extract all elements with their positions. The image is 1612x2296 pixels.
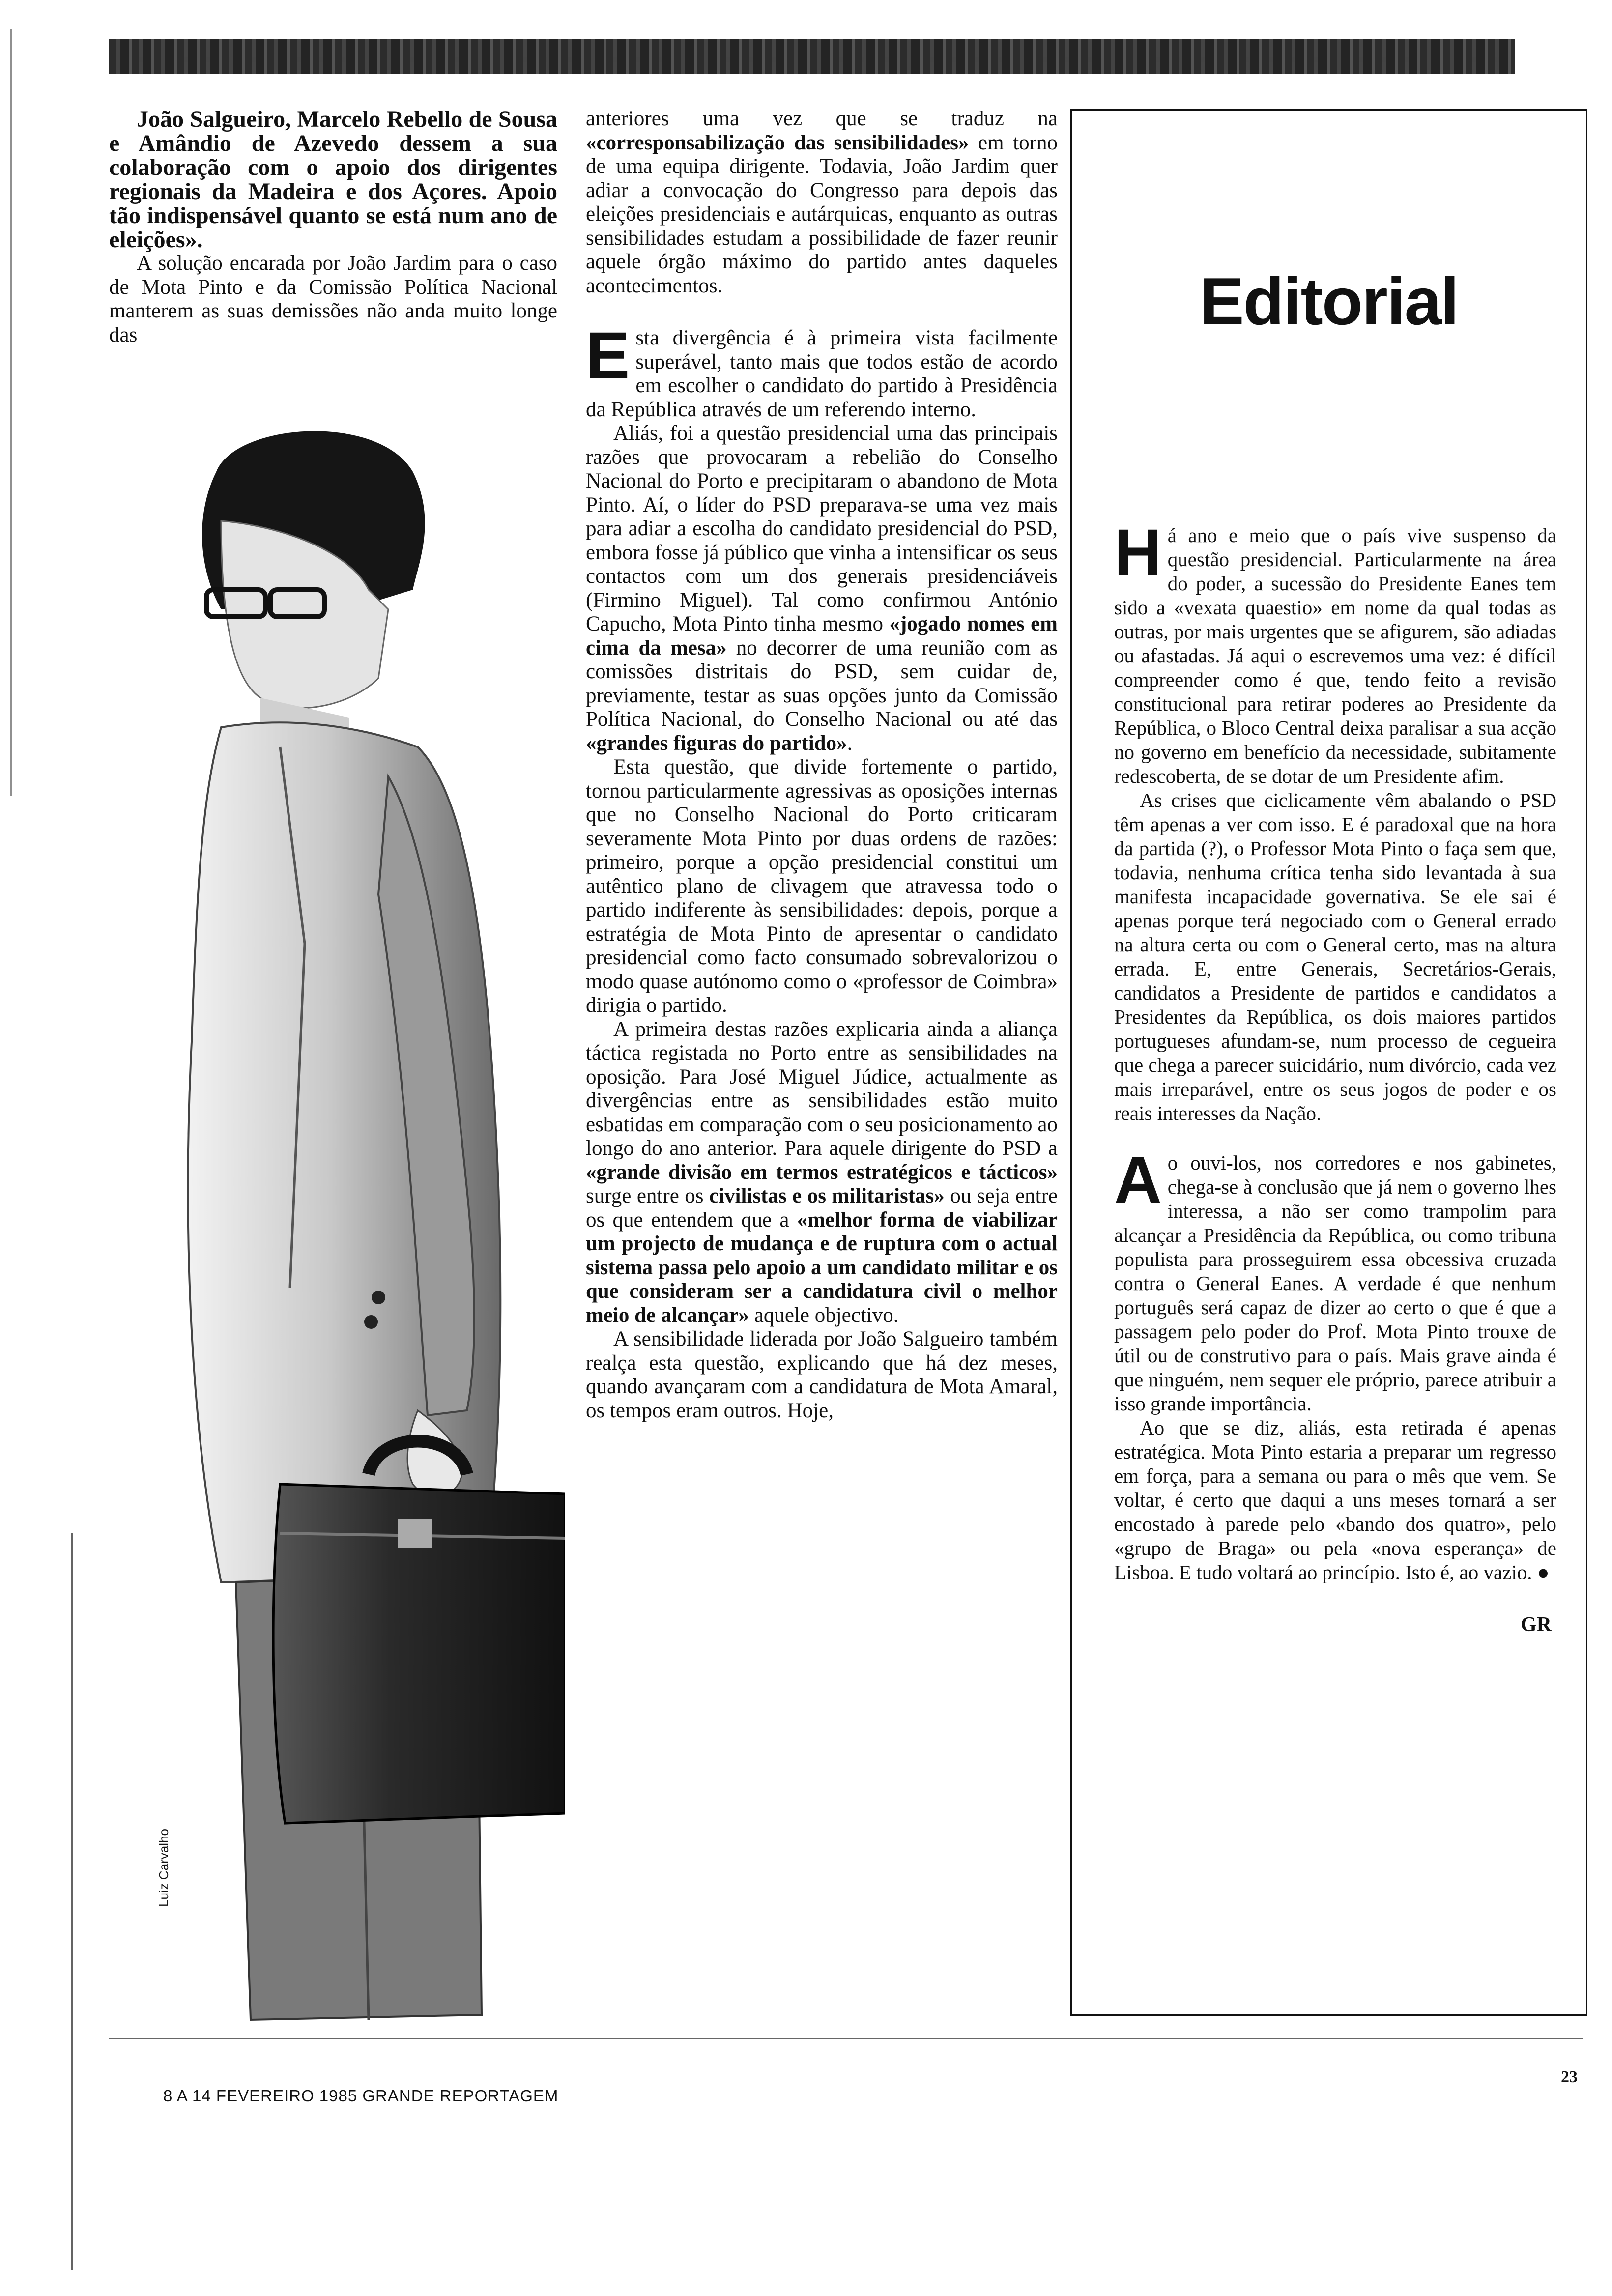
scan-edge-line	[71, 1533, 73, 2270]
body-paragraph: A solução encarada por João Jardim para o caso de Mota Pinto e da Comissão Política Nacional manterem as suas demissões não anda muito longe das	[109, 252, 557, 346]
man-with-briefcase-photo	[74, 403, 565, 2025]
body-paragraph: Ao que se diz, aliás, esta retirada é apenas estratégica. Mota Pinto estaria a preparar um regresso em força, para a semana ou para o mês que vem. Se voltar, é certo que daqui a uns meses tornará a ser encostado à parede pelo «bando dos quatro», pelo «grupo de Braga» ou pela «nova esperança» de Lisboa. E tudo voltará ao princípio. Isto é, ao vazio. ●	[1114, 1416, 1556, 1583]
editorial-text	[1114, 516, 1556, 1637]
scan-edge-line	[10, 29, 12, 796]
left-column	[109, 107, 557, 347]
body-paragraph: As crises que ciclicamente vêm abalando o PSD têm apenas a ver com isso. E é paradoxal que na hora da partida (?), o Professor Mota Pinto o faça sem que, todavia, nenhuma crítica tenha sido levantada à sua manifesta incapacidade governativa. Se ele sai é apenas porque terá negociado com o General errado na altura certa ou com o General certo, mas na altura errada. E, entre Generais, Secretários-Gerais, candidatos a Presidente de partidos e candidatos a Presidentes da República, os dois maiores partidos portugueses afundam-se, num processo de cegueira que chega a parecer suicidário, num divórcio, cada vez mais irreparável, entre os seus jogos de poder e os reais interesses da Nação.	[1114, 789, 1556, 1124]
editorial-box	[1070, 109, 1587, 2016]
drop-cap: A	[1114, 1144, 1162, 1217]
middle-column	[586, 107, 1058, 1423]
signature: GR	[1521, 1613, 1552, 1636]
page-number: 23	[1561, 2068, 1578, 2086]
footer-date-section: 8 A 14 FEVEREIRO 1985 GRANDE REPORTAGEM	[163, 2087, 559, 2105]
body-paragraph: A sensibilidade liderada por João Salgueiro também realça esta questão, explicando que há dez meses, quando avançaram com a candidatura de Mota Amaral, os tempos eram outros. Hoje,	[586, 1327, 1058, 1422]
editorial-title: Editorial	[1199, 264, 1459, 339]
drop-cap: E	[586, 319, 630, 392]
body-paragraph: A primeira destas razões explicaria ainda a aliança táctica registada no Porto entre as sensibilidades na oposição. Para José Miguel Júdice, actualmente as divergências entre as sensibilidades estão muito esbatidas em comparação com o seu posicionamento ao longo do ano anterior. Para aquele dirigente do PSD a «grande divisão em termos estratégicos e tácticos» surge entre os civilistas e os militaristas» ou seja entre os que entendem que a «melhor forma de viabilizar um projecto de mudança e de ruptura com o actual sistema passa pelo apoio a um candidato militar e os que consideram ser a candidatura civil o melhor meio de alcançar» aquele objectivo.	[586, 1017, 1058, 1327]
header-texture-bar	[109, 39, 1515, 74]
end-mark: ●	[1537, 1561, 1550, 1583]
body-paragraph: Ao ouvi-los, nos corredores e nos gabinetes, chega-se à conclusão que já nem o governo lhes interessa, a não ser como trampolim para alcançar a Presidência da República, ou como tribuna populista para prosseguirem essa obcessiva cruzada contra o General Eanes. A verdade é que nenhum português será capaz de dizer ao certo o que é que a passagem pelo poder do Prof. Mota Pinto trouxe de útil ou de construtivo para o país. Mais grave ainda é que ninguém, nem sequer ele próprio, parece atribuir a isso grande importância.	[1114, 1144, 1556, 1415]
body-paragraph: Aliás, foi a questão presidencial uma das principais razões que provocaram a rebelião do Conselho Nacional do Porto e precipitaram o abandono de Mota Pinto. Aí, o líder do PSD preparava-se uma vez mais para adiar a escolha do candidato presidencial do PSD, embora fosse já público que vinha a intensificar os seus contactos com um dos generais presidenciáveis (Firmino Miguel). Tal como confirmou António Capucho, Mota Pinto tinha mesmo «jogado nomes em cima da mesa» no decorrer de uma reunião com as comissões distritais do PSD, sem cuidar de, previamente, testar as suas opções junto da Comissão Política Nacional, do Conselho Nacional ou até das «grandes figuras do partido».	[586, 422, 1058, 755]
body-paragraph: Esta divergência é à primeira vista facilmente superável, tanto mais que todos estão de acordo em escolher o candidato do partido à Presidência da República através de um referendo interno.	[586, 319, 1058, 421]
drop-cap: H	[1114, 516, 1162, 589]
body-paragraph: Há ano e meio que o país vive suspenso da questão presidencial. Particularmente na área do poder, a sucessão do Presidente Eanes tem sido a «vexata quaestio» em nome da qual todas as outras, por mais urgentes que se afigurem, são adiadas ou afastadas. Já aqui o escrevemos uma vez: é difícil compreender como é que, tendo feito a revisão constitucional para retirar poderes ao Presidente da República, o Bloco Central deixa paralisar a sua acção no governo em benefício da necessidade, subitamente redescoberta, de se dotar de um Presidente afim.	[1114, 516, 1556, 787]
photo-credit: Luiz Carvalho	[156, 1829, 171, 1907]
body-paragraph: anteriores uma vez que se traduz na «corresponsabilização das sensibilidades» em torno de uma equipa dirigente. Todavia, João Jardim quer adiar a convocação do Congresso para depois das eleições presidenciais e autárquicas, enquanto as outras sensibilidades estudam a possibilidade de fazer reunir aquele órgão máximo do partido antes daqueles acontecimentos.	[586, 107, 1058, 297]
footer-rule	[109, 2038, 1583, 2039]
body-paragraph: Esta questão, que divide fortemente o partido, tornou particularmente agressivas as oposições internas que no Conselho Nacional do Porto criticaram severamente Mota Pinto por duas ordens de razões: primeiro, porque a opção presidencial constitui um autêntico plano de clivagem que atravessa todo o partido indiferente às sensibilidades: depois, porque a estratégia de Mota Pinto de apresentar o candidato presidencial como facto consumado sobrevalorizou o modo quase autónomo como o «professor de Coimbra» dirigia o partido.	[586, 755, 1058, 1017]
lead-paragraph: João Salgueiro, Marcelo Rebello de Sousa e Amândio de Azevedo dessem a sua colaboração com o apoio dos dirigentes regionais da Madeira e dos Açores. Apoio tão indispensável quanto se está num ano de eleições».	[109, 106, 557, 253]
